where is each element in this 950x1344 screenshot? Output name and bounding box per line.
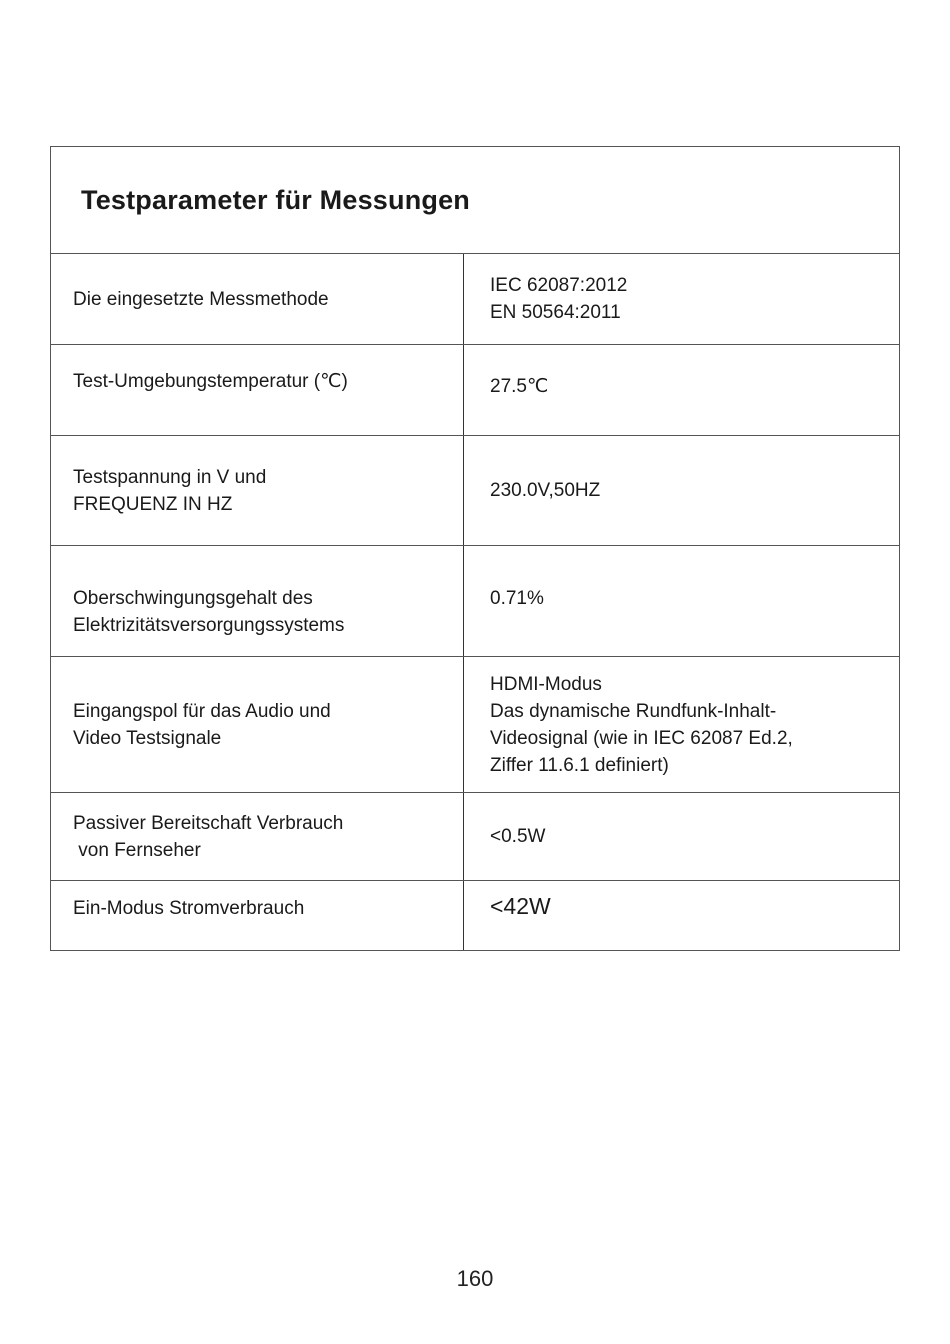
row-label: Ein-Modus Stromverbrauch [51, 881, 464, 950]
table-title-row [51, 147, 899, 254]
row-value: <0.5W [490, 826, 546, 847]
row-value: 27.5℃ [490, 376, 549, 397]
table-row [51, 657, 899, 793]
row-label: Passiver Bereitschaft Verbrauch von Fernseher [51, 793, 464, 880]
table-row [51, 436, 899, 546]
table-row [51, 546, 899, 657]
page-number: 160 [456, 1266, 494, 1291]
table-row [51, 793, 899, 881]
row-label: Die eingesetzte Messmethode [51, 254, 464, 344]
table-row [51, 881, 899, 950]
row-label: Eingangspol für das Audio und Video Testsignale [51, 657, 464, 792]
row-label: Test-Umgebungstemperatur (℃) [51, 345, 464, 435]
row-value: IEC 62087:2012 EN 50564:2011 [490, 275, 628, 323]
table-title: Testparameter für Messungen [81, 184, 471, 215]
table-row [51, 254, 899, 345]
table-row [51, 345, 899, 436]
row-value: HDMI-Modus Das dynamische Rundfunk-Inhalt- Videosignal (wie in IEC 62087 Ed.2, Ziffer 11.6.1 definiert) [490, 673, 793, 776]
row-value: 0.71% [490, 588, 544, 609]
row-value: <42W [490, 893, 551, 919]
row-label: Oberschwingungsgehalt des Elektrizitätsversorgungssystems [51, 546, 464, 656]
row-value: 230.0V,50HZ [490, 480, 601, 501]
test-parameters-table [50, 146, 900, 951]
row-label: Testspannung in V und FREQUENZ IN HZ [51, 436, 464, 545]
